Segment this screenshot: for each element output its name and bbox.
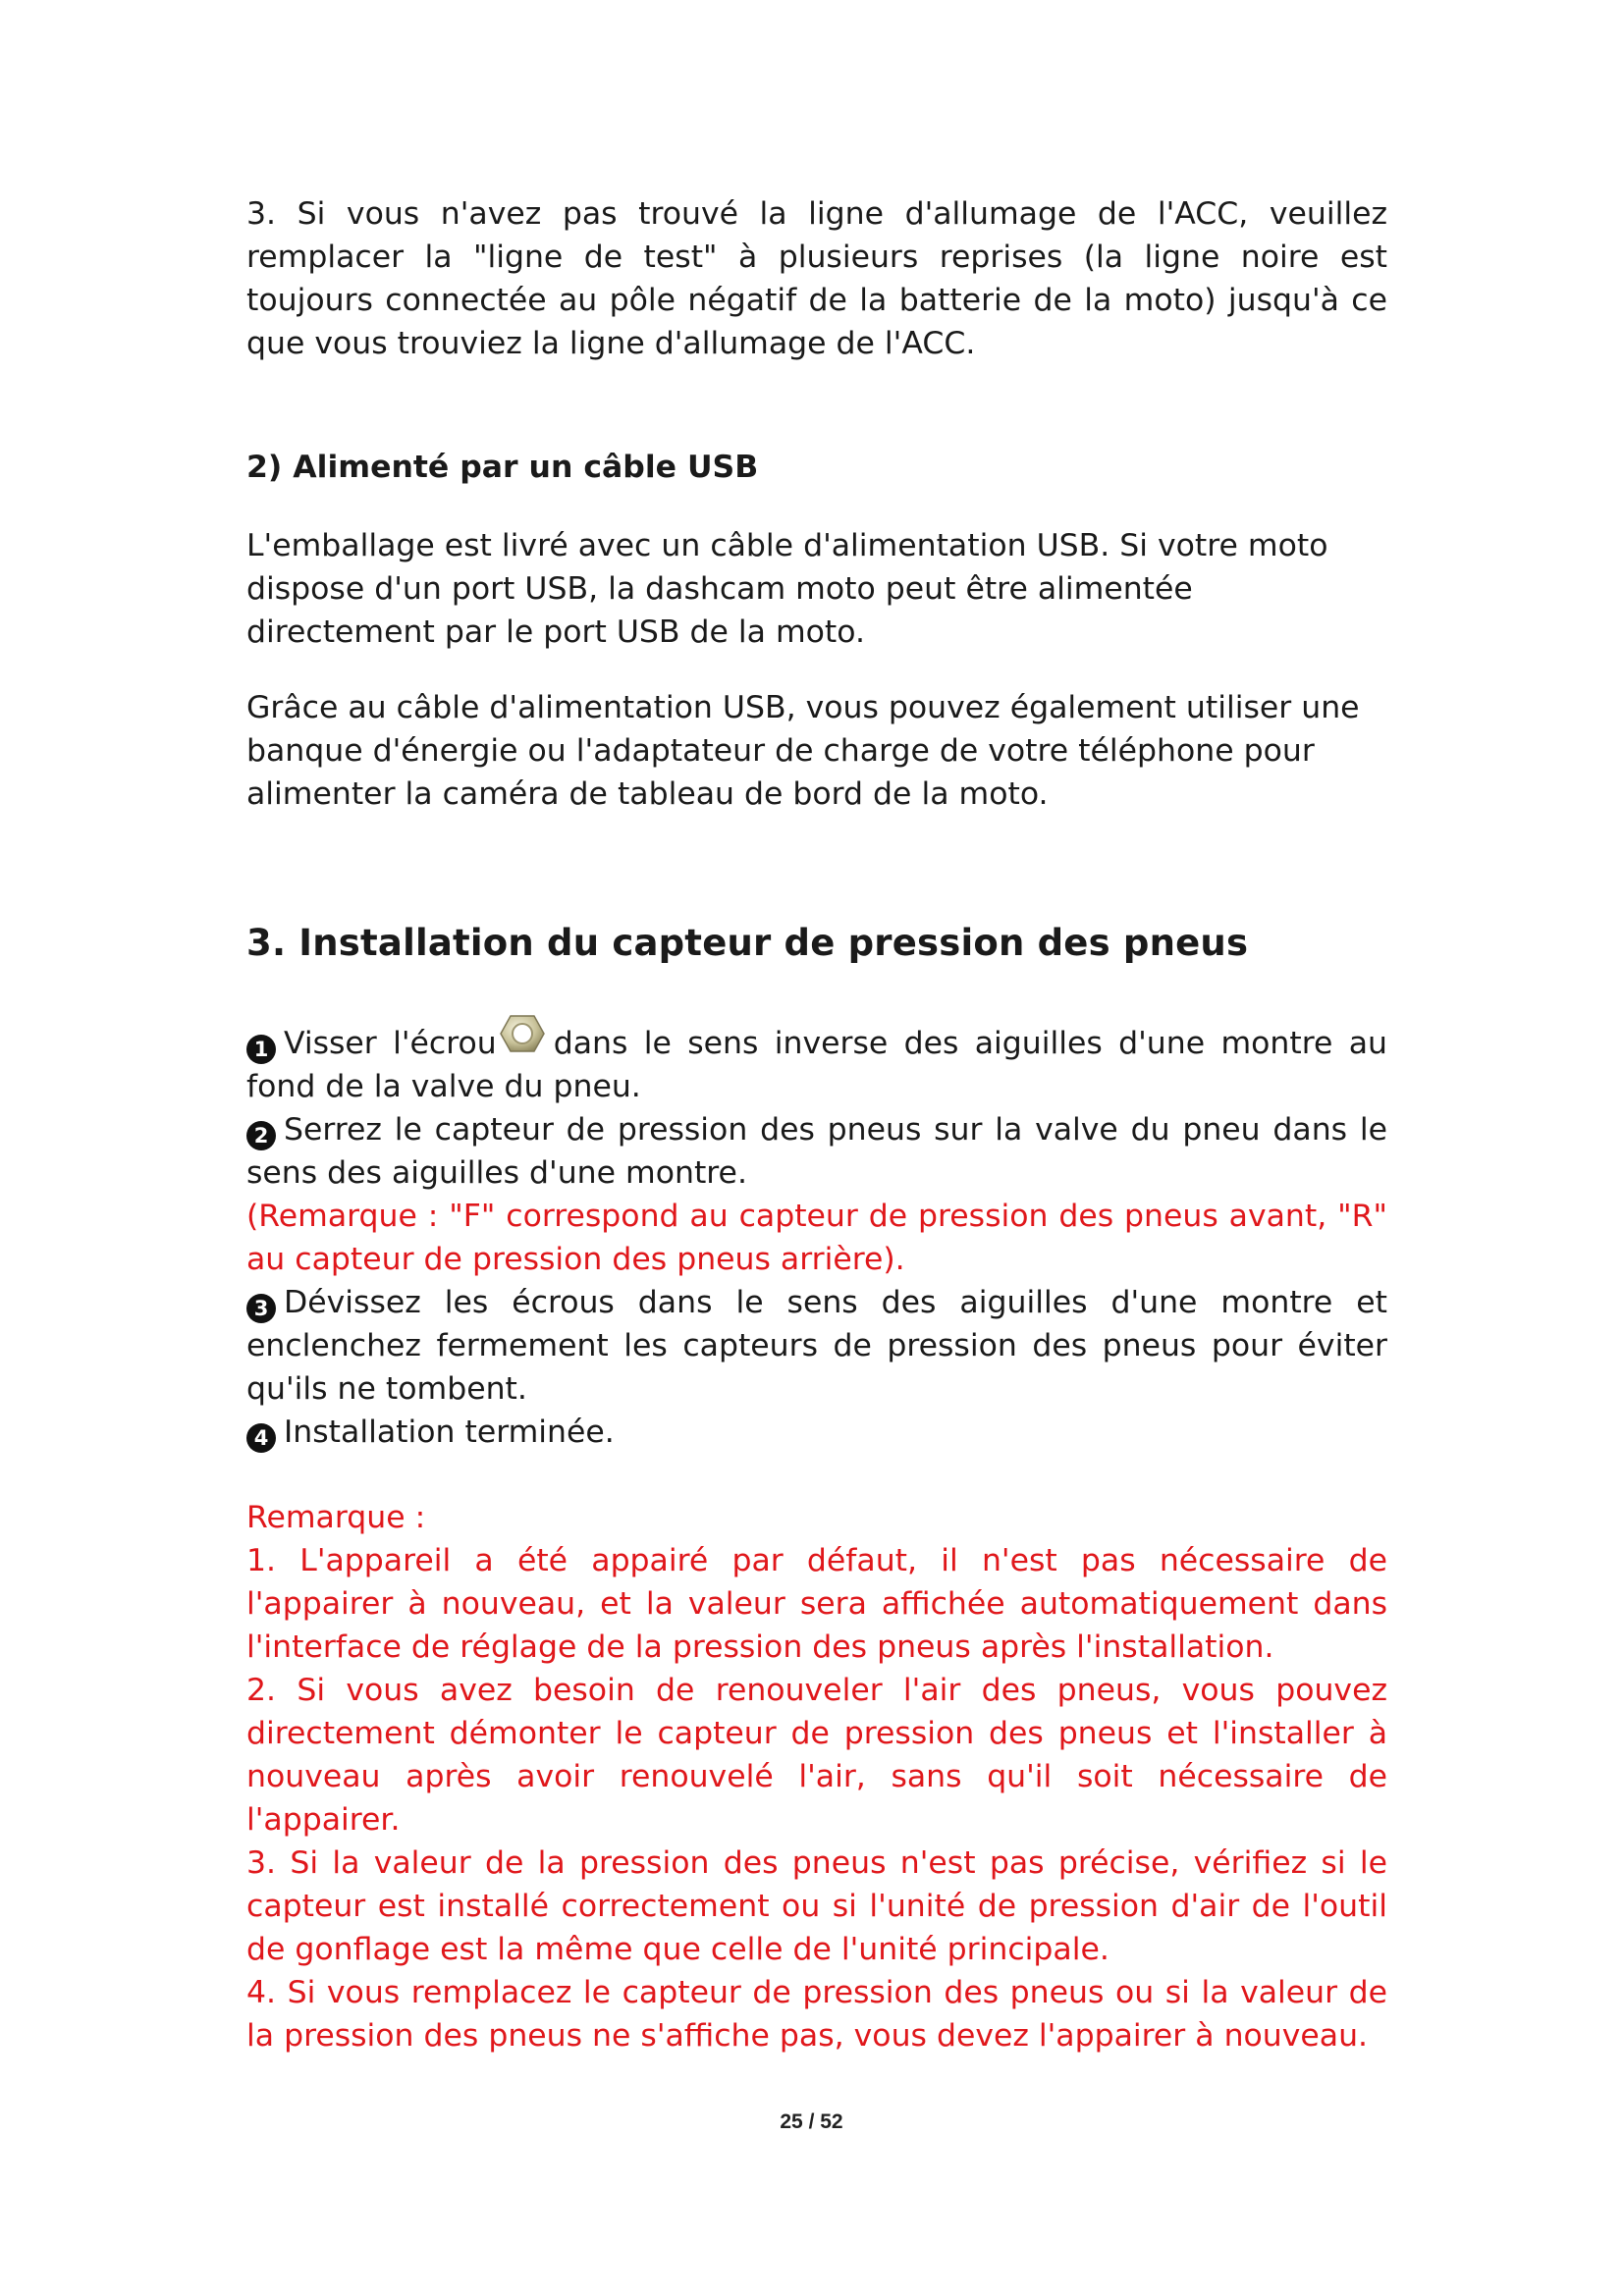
step-2 (246, 1108, 1387, 1195)
step-4-text: Installation terminée. (284, 1415, 615, 1450)
notes-title: Remarque : (246, 1500, 426, 1535)
step-1 (246, 1012, 1387, 1108)
step-3 (246, 1281, 1387, 1411)
nut-icon (499, 1012, 546, 1055)
acc-paragraph-3: 3. Si vous n'avez pas trouvé la ligne d'allumage de l'ACC, veuillez remplacer la "ligne de test" à plusieurs reprises (la ligne noire est toujours connectée au pôle négatif de la batterie de la moto) jusqu'à ce que vous trouviez la ligne d'allumage de l'ACC. (246, 196, 1387, 361)
step-number-badge: 4 (246, 1423, 276, 1453)
usb-paragraph-2: Grâce au câble d'alimentation USB, vous pouvez également utiliser une banque d'énergie ou l'adaptateur de charge de votre téléphone pour alimenter la caméra de tableau de bord de la moto. (246, 690, 1360, 812)
note-1: 1. L'appareil a été appairé par défaut, il n'est pas nécessaire de l'appairer à nouveau, et la valeur sera affichée automatiquement dans l'interface de réglage de la pression des pneus après l'installation. (246, 1543, 1387, 1665)
step-number-badge: 3 (246, 1294, 276, 1323)
step-number-badge: 1 (246, 1035, 276, 1064)
remark-front-rear: (Remarque : "F" correspond au capteur de pression des pneus avant, "R" au capteur de pression des pneus arrière). (246, 1199, 1387, 1277)
note-2: 2. Si vous avez besoin de renouveler l'air des pneus, vous pouvez directement démonter le capteur de pression des pneus et l'installer à nouveau après avoir renouvelé l'air, sans qu'il soit nécessaire de l'appairer. (246, 1673, 1387, 1838)
usb-paragraph-1: L'emballage est livré avec un câble d'alimentation USB. Si votre moto dispose d'un port USB, la dashcam moto peut être alimentée directement par le port USB de la moto. (246, 528, 1328, 650)
step-4 (246, 1411, 1387, 1454)
note-4: 4. Si vous remplacez le capteur de pression des pneus ou si la valeur de la pression des pneus ne s'affiche pas, vous devez l'appairer à nouveau. (246, 1975, 1387, 2054)
step-1-text-before: Visser l'écrou (284, 1026, 497, 1061)
page-number: 25 / 52 (780, 2110, 843, 2133)
note-3: 3. Si la valeur de la pression des pneus n'est pas précise, vérifiez si le capteur est installé correctement ou si l'unité de pression d'air de l'outil de gonflage est la même que celle de l'unité principale. (246, 1845, 1387, 1967)
usb-heading: 2) Alimenté par un câble USB (246, 450, 759, 485)
section-heading: 3. Installation du capteur de pression des pneus (246, 922, 1249, 964)
document-page (246, 192, 1387, 2057)
step-number-badge: 2 (246, 1121, 276, 1150)
step-3-text: Dévissez les écrous dans le sens des aiguilles d'une montre et enclenchez fermement les capteurs de pression des pneus pour éviter qu'ils ne tombent. (246, 1285, 1387, 1407)
step-1-text-after: dans le sens inverse des aiguilles d'une montre au fond de la valve du pneu. (246, 1026, 1388, 1104)
step-2-text: Serrez le capteur de pression des pneus sur la valve du pneu dans le sens des aiguilles d'une montre. (246, 1112, 1387, 1191)
